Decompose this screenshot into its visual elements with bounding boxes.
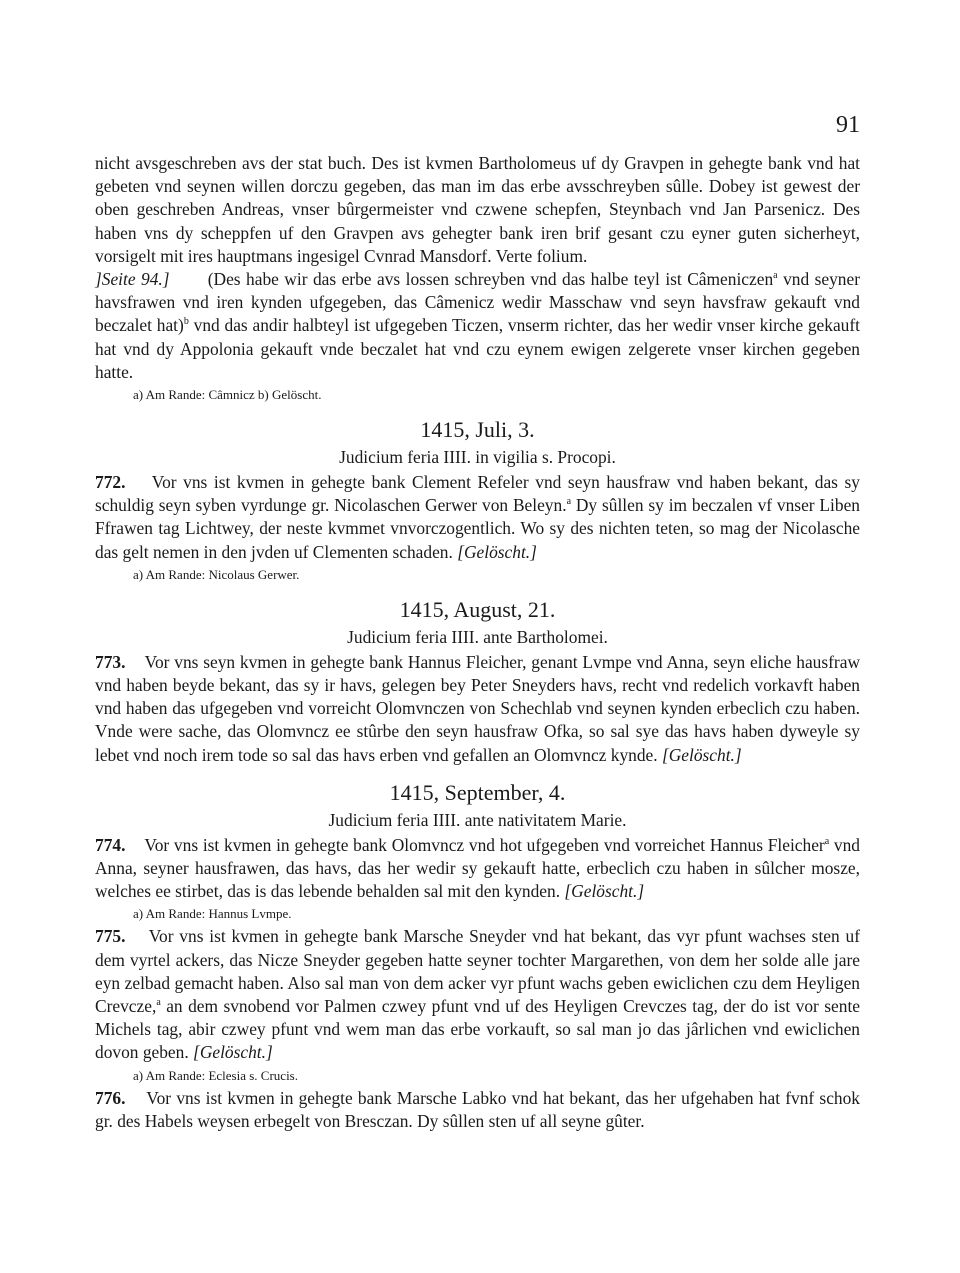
section-date: 1415, August, 21.: [399, 596, 556, 622]
section-date: 1415, September, 4.: [389, 779, 566, 805]
seite-sup-a: a: [773, 270, 778, 282]
intro-paragraph: nicht avsgeschreben avs der stat buch. Des ist kvmen Bartholomeus uf dy Gravpen in gehegte bank vnd hat gebeten vnd seynen willen dorczu gegeben, das man im das erbe avsschreyben sûlle. Dobey ist gewest der oben geschreben Andreas, vnser bûrgermeister vnd czwene schepfen, Steynbach vnd Jan Parsenicz. Des haben vns dy scheppfen uf den Gravpen avs gehegter bank iren brif gesant czu eyner guten sicherheyt, vorsigelt mit ires hauptmans ingesigel Cvnrad Mansdorf. Verte folium.: [95, 153, 860, 266]
entry-deleted: [Gelöscht.]: [564, 881, 645, 902]
entry-text-1: Vor vns ist kvmen in gehegte bank Clement Refeler vnd seyn hausfraw vnd haben bekant, das sy schuldig seyn syben vyrdunge gr. Nicolaschen Gerwer von Beleyn.: [95, 472, 860, 516]
entry-deleted: [Gelöscht.]: [457, 541, 537, 562]
entry-text-1: Vor vns ist kvmen in gehegte bank Marsche Sneyder vnd hat bekant, das vyr pfunt wachses sten uf dem vyrtel ackers, das Nicze Sneyder gegeben hatte seyner tochter Margarethen, von dem her solde alle jare eyn zelbad gemacht haben. Also sal man von dem acker vyr pfunt wachs geben ewiclichen czu dem Heyligen Crevcze,: [95, 926, 860, 1017]
section-date: 1415, Juli, 3.: [420, 417, 535, 443]
entry-deleted: [Gelöscht.]: [193, 1042, 273, 1063]
entry-776: [95, 1087, 860, 1133]
seite-sup-b: b: [183, 316, 189, 328]
section-subtitle: Judicium feria IIII. in vigilia s. Procopi.: [339, 447, 616, 468]
entry-text-2: an dem svnobend vor Palmen czwey pfunt vnd uf des Heyligen Crevczes tag, der do ist vor sente Michels tag, abir czwey pfunt vnd wem man das erbe vorkauft, so sal man jo das jârlichen vnd ewiclichen dovon geben.: [95, 996, 860, 1063]
seite-text-3: vnd das andir halbteyl ist ufgegeben Ticzen, vnserm richter, das her wedir vnser kirche gekauft hat vnd dy Appolonia gekauft vnde beczalet hat vnd czu eynem ewigen zelgerete vnser kirchen gegeben hatte.: [95, 315, 861, 382]
entry-number: 776.: [95, 1087, 126, 1108]
entry-sup: a: [566, 496, 572, 508]
entry-deleted: [Gelöscht.]: [661, 744, 742, 765]
entry-number: 772.: [95, 472, 126, 493]
document-body: [95, 152, 860, 1133]
entry-sup: a: [824, 836, 830, 848]
entry-number: 773.: [95, 651, 126, 672]
section-subtitle: Judicium feria IIII. ante nativitatem Marie.: [328, 809, 627, 830]
seite-footnote: a) Am Rande: Câmnicz b) Gelöscht.: [133, 387, 322, 403]
seite-paragraph: [95, 268, 860, 384]
seite-marker: ]Seite 94.]: [95, 269, 170, 290]
entry-772: [95, 471, 860, 564]
entry-footnote: a) Am Rande: Eclesia s. Crucis.: [133, 1067, 298, 1083]
seite-text-1: (Des habe wir das erbe avs lossen schreyben vnd das halbe teyl ist Câmeniczen: [207, 269, 774, 290]
entry-sup: a: [156, 997, 161, 1009]
page-number: 91: [836, 112, 860, 138]
entry-text-1: Vor vns seyn kvmen in gehegte bank Hannus Fleicher, genant Lvmpe vnd Anna, seyn eliche hausfraw vnd haben beyde bekant, das sy ir havs, gelegen bey Peter Sneyders havs, recht vnd redelich vorkavft haben vnd haben das ufgegeben vnd vorreicht Olomvnczen von Schechlab vnd seynen kynden erbeclich czu haben. Vnde were sache, das Olomvncz ee stûrbe den seyn hausfraw Ofka, so sal sye das havs haben dyweyle sy lebet vnd noch irem tode so sal das havs erben vnd gefallen an Olomvncz kynde.: [95, 651, 861, 765]
seite-text-2: vnd seyner havsfrawen vnd iren kynden ufgegeben, das Câmenicz wedir Masschaw vnd seyn havsfraw gekauft vnd beczalet hat): [95, 269, 860, 336]
entry-773: [95, 651, 860, 767]
entry-footnote: a) Am Rande: Hannus Lvmpe.: [133, 906, 292, 922]
entry-text-1: Vor vns ist kvmen in gehegte bank Olomvncz vnd hot ufgegeben vnd vorreichet Hannus Fleicher: [144, 834, 825, 855]
entry-774: [95, 834, 860, 904]
entry-text-2: vnd Anna, seyner hausfrawen, das havs, das her wedir sy gekauft hatte, erbeclich czu haben in sûlcher mosze, welches ee stirbet, das is das lebende behalden sal mit den kynden.: [95, 834, 860, 902]
entry-number: 774.: [95, 834, 126, 855]
entry-number: 775.: [95, 926, 126, 947]
entry-text-1: Vor vns ist kvmen in gehegte bank Marsche Labko vnd hat bekant, das her ufgehaben hat fvnf schok gr. des Habels weysen erbegelt von Bresczan. Dy sûllen sten uf all seyne gûter.: [95, 1087, 860, 1131]
entry-footnote: a) Am Rande: Nicolaus Gerwer.: [133, 566, 300, 582]
entry-text-2: Dy sûllen sy im beczalen vf vnser Liben Ffrawen tag Lichtwey, der neste kvmmet vnvorczogentlich. Wo sy des nichten teten, so mag der Nicolasche das gelt nemen in den jvden uf Clementen schaden.: [95, 495, 860, 562]
section-subtitle: Judicium feria IIII. ante Bartholomei.: [347, 626, 608, 647]
entry-775: [95, 925, 860, 1064]
